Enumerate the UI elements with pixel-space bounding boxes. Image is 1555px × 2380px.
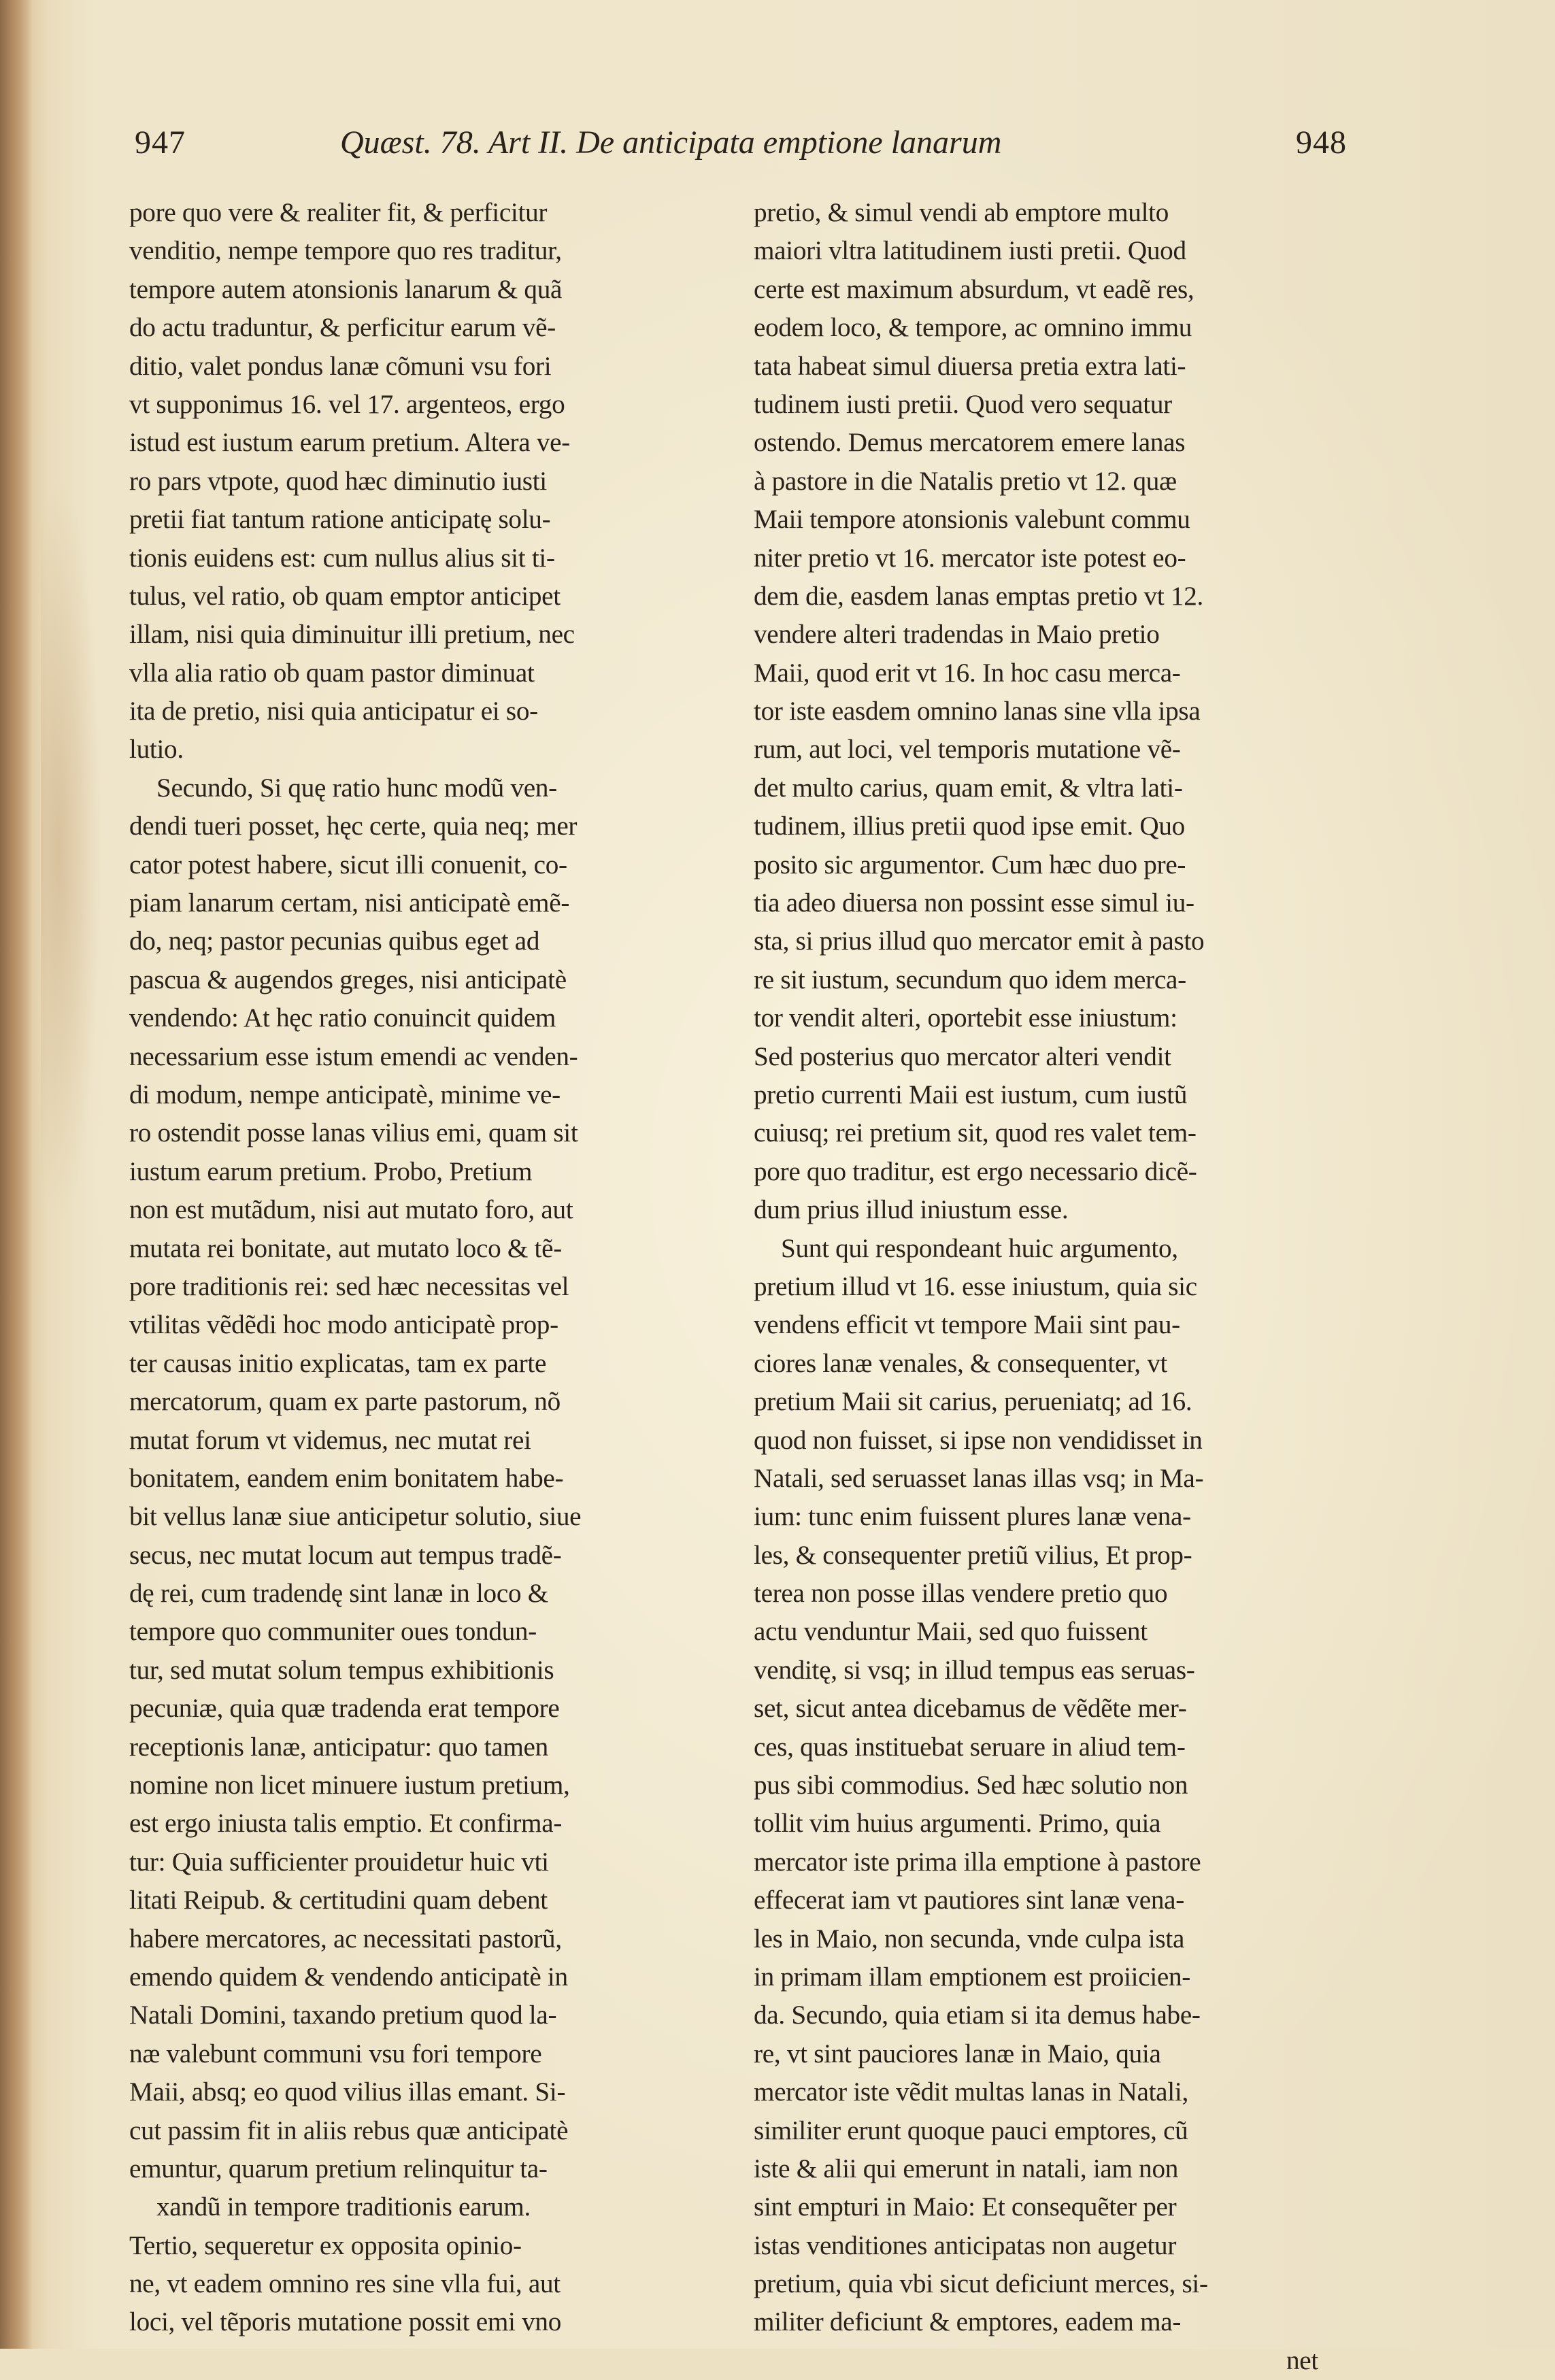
text-line: venditę, si vsq; in illud tempus eas seruas-: [754, 1655, 1195, 1685]
text-line: vlla alia ratio ob quam pastor diminuat: [129, 658, 535, 688]
text-line: da. Secundo, quia etiam si ita demus habe-: [754, 2000, 1201, 2030]
text-line: piam lanarum certam, nisi anticipatè emẽ-: [129, 888, 570, 918]
text-line: dem die, easdem lanas emptas pretio vt 12.: [754, 581, 1204, 611]
text-line: ita de pretio, nisi quia anticipatur ei so-: [129, 697, 538, 726]
text-line: eodem loco, & tempore, ac omnino immu: [754, 313, 1192, 343]
text-line: pretio currenti Maii est iustum, cum iustũ: [754, 1079, 1188, 1109]
text-line: tollit vim huius argumenti. Primo, quia: [754, 1809, 1161, 1839]
text-line: ostendo. Demus mercatorem emere lanas: [754, 428, 1186, 458]
text-line: loci, vel tẽporis mutatione possit emi vno: [129, 2307, 561, 2337]
text-line: pretii fiat tantum ratione anticipatę solu-: [129, 505, 551, 535]
text-line: Tertio, sequeretur ex opposita opinio-: [129, 2230, 522, 2260]
text-line: tudinem, illius pretii quod ipse emit. Quo: [754, 811, 1185, 841]
text-line: necessarium esse istum emendi ac venden-: [129, 1041, 578, 1071]
text-line: do actu traduntur, & perficitur earum vẽ-: [129, 313, 556, 343]
text-line: pretio, & simul vendi ab emptore multo: [754, 198, 1169, 227]
text-line: mercatorum, quam ex parte pastorum, nõ: [129, 1387, 561, 1417]
left-column: [129, 194, 687, 2342]
text-line: posito sic argumentor. Cum hæc duo pre-: [754, 850, 1186, 879]
text-line: nomine non licet minuere iustum pretium,: [129, 1771, 570, 1800]
text-line: niter pretio vt 16. mercator iste potest eo-: [754, 543, 1186, 573]
text-line: cator potest habere, sicut illi conuenit, co-: [129, 850, 567, 879]
page-number-left: 947: [135, 124, 186, 161]
text-line: vendendo: At hęc ratio conuincit quidem: [129, 1003, 556, 1033]
text-line: ditio, valet pondus lanæ cõmuni vsu fori: [129, 351, 552, 381]
text-line: pore quo vere & realiter fit, & perficitur: [129, 198, 548, 227]
running-title: Quæst. 78. Art II. De anticipata emptione lanarum: [340, 124, 1002, 161]
text-line: tudinem iusti pretii. Quod vero sequatur: [754, 389, 1172, 419]
text-line: ro pars vtpote, quod hæc diminutio iusti: [129, 466, 547, 496]
text-line: ne, vt eadem omnino res sine vlla fui, aut: [129, 2269, 561, 2299]
text-line: pore traditionis rei: sed hæc necessitas vel: [129, 1271, 569, 1301]
text-line: mercator iste prima illa emptione à pastore: [754, 1847, 1201, 1877]
text-line: re sit iustum, secundum quo idem merca-: [754, 965, 1186, 994]
text-line: tia adeo diuersa non possint esse simul iu-: [754, 888, 1194, 918]
text-line: litati Reipub. & certitudini quam debent: [129, 1885, 548, 1915]
text-line: dendi tueri posset, hęc certe, quia neq; mer: [129, 811, 578, 841]
text-line: tur, sed mutat solum tempus exhibitionis: [129, 1655, 554, 1685]
catchword: net: [1286, 2345, 1318, 2375]
text-line: sint empturi in Maio: Et consequẽter per: [754, 2192, 1177, 2222]
text-line: similiter erunt quoque pauci emptores, cũ: [754, 2115, 1188, 2145]
text-line: Natali Domini, taxando pretium quod la-: [129, 2000, 557, 2030]
text-line: vt supponimus 16. vel 17. argenteos, ergo: [129, 389, 565, 419]
text-line: tata habeat simul diuersa pretia extra lati-: [754, 351, 1186, 381]
text-line: maiori vltra latitudinem iusti pretii. Quod: [754, 236, 1186, 266]
text-line: emendo quidem & vendendo anticipatè in: [129, 1962, 568, 1992]
text-line: effecerat iam vt pautiores sint lanæ vena-: [754, 1885, 1185, 1915]
text-line: Maii tempore atonsionis valebunt commu: [754, 505, 1190, 535]
text-line: det multo carius, quam emit, & vltra lati-: [754, 773, 1183, 803]
text-line: cuiusq; rei pretium sit, quod res valet tem-: [754, 1118, 1197, 1148]
text-line: receptionis lanæ, anticipatur: quo tamen: [129, 1732, 548, 1762]
text-line: Sed posterius quo mercator alteri vendit: [754, 1041, 1171, 1071]
text-line: set, sicut antea dicebamus de vẽdẽte mer-: [754, 1694, 1187, 1724]
text-line: tionis euidens est: cum nullus alius sit ti-: [129, 543, 555, 573]
text-line: terea non posse illas vendere pretio quo: [754, 1579, 1168, 1609]
text-line: tor iste easdem omnino lanas sine vlla ipsa: [754, 697, 1201, 726]
text-line: mutat forum vt videmus, nec mutat rei: [129, 1425, 531, 1455]
text-line: les, & consequenter pretiũ vilius, Et prop-: [754, 1540, 1192, 1570]
text-line: sta, si prius illud quo mercator emit à pasto: [754, 926, 1205, 956]
text-line: re, vt sint pauciores lanæ in Maio, quia: [754, 2039, 1161, 2068]
text-line: cut passim fit in aliis rebus quæ anticipatè: [129, 2115, 569, 2145]
text-line: habere mercatores, ac necessitati pastorũ,: [129, 1924, 562, 1954]
text-line: pretium illud vt 16. esse iniustum, quia sic: [754, 1271, 1197, 1301]
text-line: Natali, sed seruasset lanas illas vsq; in Ma-: [754, 1463, 1204, 1493]
text-line: ter causas initio explicatas, tam ex parte: [129, 1348, 547, 1378]
text-line: tur: Quia sufficienter prouidetur huic vti: [129, 1847, 549, 1877]
text-line: venditio, nempe tempore quo res traditur,: [129, 236, 562, 266]
text-line: in primam illam emptionem est proiicien-: [754, 1962, 1191, 1992]
text-line: mutata rei bonitate, aut mutato loco & tẽ-: [129, 1233, 562, 1263]
text-line: vendere alteri tradendas in Maio pretio: [754, 620, 1160, 650]
page-number-right: 948: [1296, 124, 1347, 161]
text-line: certe est maximum absurdum, vt eadẽ res,: [754, 274, 1194, 304]
text-line: Maii, quod erit vt 16. In hoc casu merca-: [754, 658, 1181, 688]
text-line: istas venditiones anticipatas non augetur: [754, 2230, 1177, 2260]
text-line: xandũ in tempore traditionis earum.: [156, 2192, 531, 2222]
text-line: ces, quas instituebat seruare in aliud tem-: [754, 1732, 1186, 1762]
text-line: est ergo iniusta talis emptio. Et confirma-: [129, 1809, 563, 1839]
text-line: Sunt qui respondeant huic argumento,: [781, 1233, 1178, 1263]
text-line: militer deficiunt & emptores, eadem ma-: [754, 2307, 1182, 2337]
text-line: dę rei, cum tradendę sint lanæ in loco &: [129, 1579, 548, 1609]
text-line: di modum, nempe anticipatè, minime ve-: [129, 1079, 561, 1109]
text-line: dum prius illud iniustum esse.: [754, 1195, 1069, 1225]
text-line: lutio.: [129, 735, 184, 765]
text-line: rum, aut loci, vel temporis mutatione vẽ-: [754, 735, 1181, 765]
text-line: istud est iustum earum pretium. Altera ve-: [129, 428, 571, 458]
text-line: pore quo traditur, est ergo necessario dicẽ-: [754, 1156, 1197, 1186]
text-line: ro ostendit posse lanas vilius emi, quam sit: [129, 1118, 578, 1148]
text-line: pus sibi commodius. Sed hæc solutio non: [754, 1771, 1188, 1800]
text-line: tempore autem atonsionis lanarum & quã: [129, 274, 563, 304]
text-line: quod non fuisset, si ipse non vendidisset in: [754, 1425, 1203, 1455]
text-line: bonitatem, eandem enim bonitatem habe-: [129, 1463, 564, 1493]
text-line: pretium Maii sit carius, perueniatq; ad 16.: [754, 1387, 1192, 1417]
text-line: bit vellus lanæ siue anticipetur solutio, siue: [129, 1502, 582, 1532]
text-line: iste & alii qui emerunt in natali, iam non: [754, 2153, 1179, 2183]
right-column: [754, 194, 1326, 2380]
text-line: vendens efficit vt tempore Maii sint pau-: [754, 1310, 1180, 1340]
text-line: secus, nec mutat locum aut tempus tradẽ-: [129, 1540, 562, 1570]
page-header: [129, 119, 1347, 167]
text-line: les in Maio, non secunda, vnde culpa ista: [754, 1924, 1185, 1954]
text-line: næ valebunt communi vsu fori tempore: [129, 2039, 542, 2068]
text-line: pretium, quia vbi sicut deficiunt merces, si-: [754, 2269, 1208, 2299]
text-line: ciores lanæ venales, & consequenter, vt: [754, 1348, 1168, 1378]
text-line: tulus, vel ratio, ob quam emptor anticipet: [129, 581, 561, 611]
facing-page-edge: [4, 156, 19, 2231]
text-line: non est mutãdum, nisi aut mutato foro, aut: [129, 1195, 573, 1225]
text-line: Secundo, Si quę ratio hunc modũ ven-: [156, 773, 557, 803]
text-line: tor vendit alteri, oportebit esse iniustum:: [754, 1003, 1177, 1033]
text-line: ium: tunc enim fuissent plures lanæ vena-: [754, 1502, 1191, 1532]
text-line: pascua & augendos greges, nisi anticipatè: [129, 965, 567, 994]
text-line: tempore quo communiter oues tondun-: [129, 1617, 537, 1647]
text-line: actu venduntur Maii, sed quo fuissent: [754, 1617, 1148, 1647]
text-line: iustum earum pretium. Probo, Pretium: [129, 1156, 533, 1186]
text-line: emuntur, quarum pretium relinquitur ta-: [129, 2153, 548, 2183]
text-line: illam, nisi quia diminuitur illi pretium, nec: [129, 620, 575, 650]
paper-stain: [41, 476, 102, 1224]
text-line: vtilitas vẽdẽdi hoc modo anticipatè prop-: [129, 1310, 558, 1340]
text-line: pecuniæ, quia quæ tradenda erat tempore: [129, 1694, 560, 1724]
text-line: mercator iste vẽdit multas lanas in Natali,: [754, 2077, 1188, 2107]
text-line: à pastore in die Natalis pretio vt 12. quæ: [754, 466, 1177, 496]
text-line: Maii, absq; eo quod vilius illas emant. Si-: [129, 2077, 566, 2107]
text-line: do, neq; pastor pecunias quibus eget ad: [129, 926, 540, 956]
